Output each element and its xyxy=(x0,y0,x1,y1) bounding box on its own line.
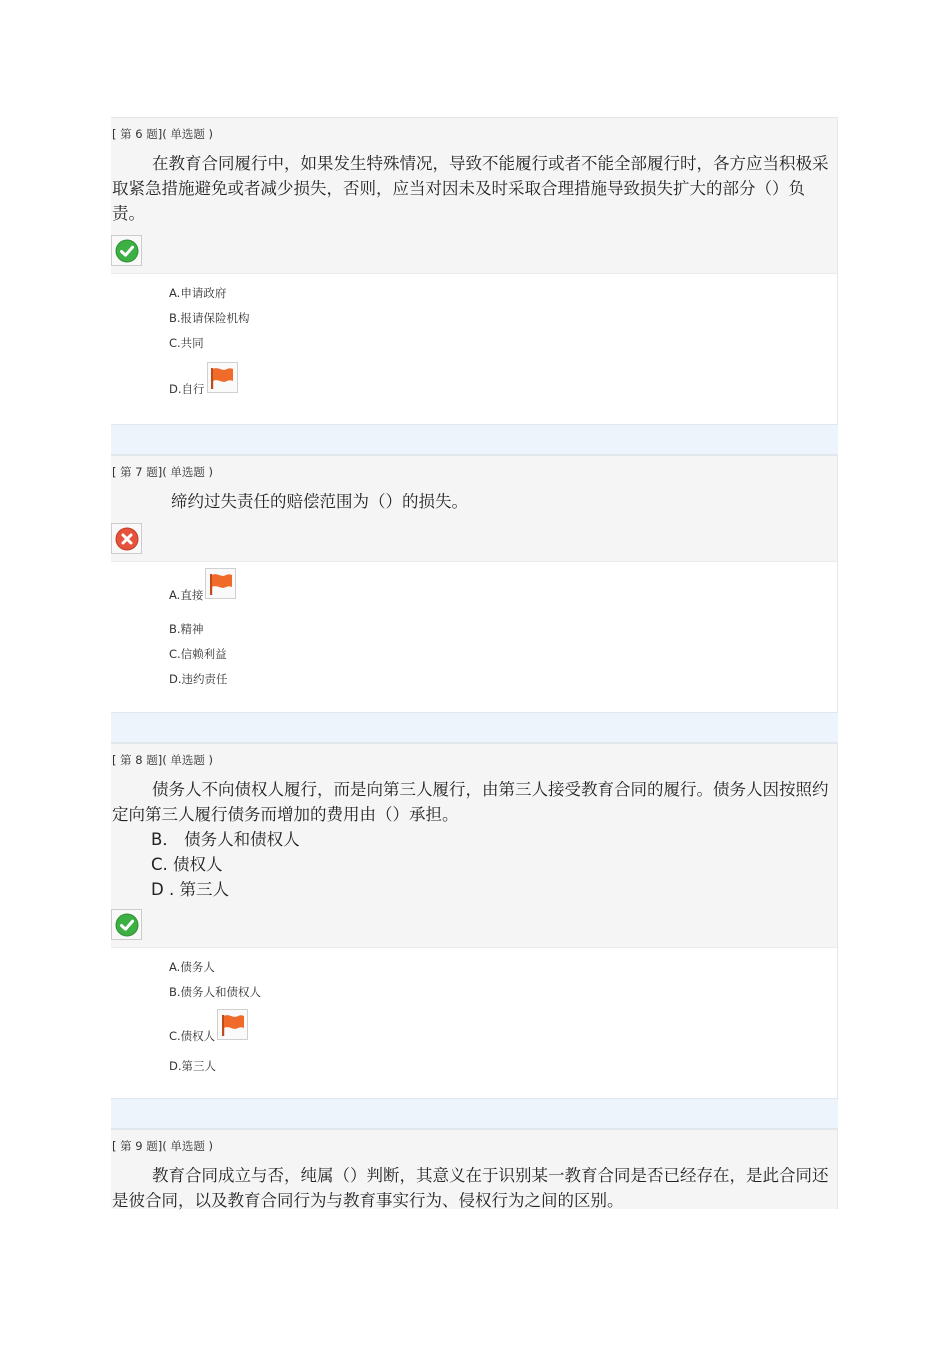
option-d[interactable] xyxy=(169,351,837,397)
question-text: 债务人不向债权人履行，而是向第三人履行，由第三人接受教育合同的履行。债务人因按照约定向第三人履行债务而增加的费用由（）承担。 xyxy=(112,780,829,824)
question-header: [ 第 7 题]( 单选题 ) xyxy=(112,465,214,479)
question-separator xyxy=(111,712,838,743)
options-list xyxy=(111,561,838,712)
extra-line: C. 债权人 xyxy=(151,855,223,874)
options-list xyxy=(111,273,838,425)
options-list xyxy=(111,947,838,1098)
question-text: 缔约过失责任的赔偿范围为（）的损失。 xyxy=(171,492,468,511)
option-b[interactable] xyxy=(169,603,837,637)
option-b[interactable] xyxy=(169,975,837,1000)
option-c[interactable] xyxy=(169,637,837,662)
option-c[interactable] xyxy=(169,1000,837,1044)
check-circle-icon xyxy=(111,235,142,266)
option-d[interactable] xyxy=(169,662,837,687)
option-label: B.报请保险机构 xyxy=(169,311,250,325)
option-label: B.债务人和债权人 xyxy=(169,985,262,999)
option-label: D.违约责任 xyxy=(169,672,228,686)
question-7 xyxy=(111,455,838,712)
flag-icon xyxy=(207,362,238,393)
extra-line: B． 债务人和债权人 xyxy=(151,830,300,849)
option-label: D.第三人 xyxy=(169,1059,217,1073)
question-7-stem xyxy=(111,455,838,561)
option-a[interactable] xyxy=(169,276,837,301)
question-6-stem xyxy=(111,117,838,273)
question-text: 在教育合同履行中，如果发生特殊情况，导致不能履行或者不能全部履行时，各方应当积极采取紧急措施避免或者减少损失，否则，应当对因未及时采取合理措施导致损失扩大的部分（）负责。 xyxy=(112,154,829,223)
flag-icon xyxy=(217,1009,248,1040)
option-a[interactable] xyxy=(169,562,837,603)
question-header: [ 第 8 题]( 单选题 ) xyxy=(112,753,214,767)
option-d[interactable] xyxy=(169,1044,837,1074)
x-circle-icon xyxy=(111,523,142,554)
option-label: A.直接 xyxy=(169,588,204,602)
question-9 xyxy=(111,1129,838,1209)
option-b[interactable] xyxy=(169,301,837,326)
question-separator xyxy=(111,424,838,455)
question-header: [ 第 9 题]( 单选题 ) xyxy=(112,1139,214,1153)
option-c[interactable] xyxy=(169,326,837,351)
option-label: D.自行 xyxy=(169,382,205,396)
question-8-stem xyxy=(111,743,838,947)
option-label: C.债权人 xyxy=(169,1029,216,1043)
option-label: C.信赖利益 xyxy=(169,647,227,661)
flag-icon xyxy=(205,568,236,599)
option-label: A.债务人 xyxy=(169,960,215,974)
question-8 xyxy=(111,743,838,1098)
question-9-stem xyxy=(111,1129,838,1209)
question-6 xyxy=(111,117,838,425)
extra-line: D . 第三人 xyxy=(151,880,229,899)
check-circle-icon xyxy=(111,909,142,940)
option-a[interactable] xyxy=(169,950,837,975)
question-separator xyxy=(111,1098,838,1129)
question-text: 教育合同成立与否，纯属（）判断，其意义在于识别某一教育合同是否已经存在，是此合同还是彼合同，以及教育合同行为与教育事实行为、侵权行为之间的区别。 xyxy=(112,1166,829,1210)
option-label: B.精神 xyxy=(169,622,204,636)
option-label: A.申请政府 xyxy=(169,286,227,300)
option-label: C.共同 xyxy=(169,336,204,350)
question-header: [ 第 6 题]( 单选题 ) xyxy=(112,127,214,141)
